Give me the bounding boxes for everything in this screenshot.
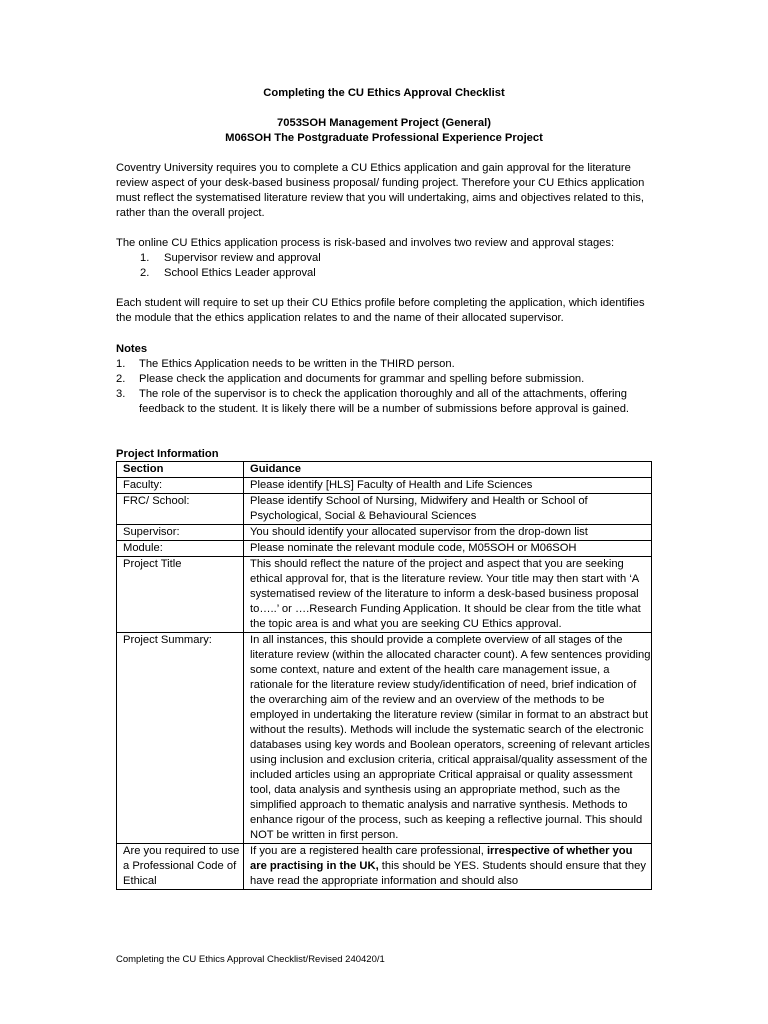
table-row	[117, 541, 652, 557]
table-row	[117, 633, 652, 844]
project-info-heading: Project Information	[116, 448, 219, 460]
module-line-2: M06SOH The Postgraduate Professional Experience Project	[225, 132, 543, 144]
profile-paragraph: Each student will require to set up their CU Ethics profile before completing the application, which identifies the module that the ethics application relates to and the name of their allocated supervisor.	[116, 297, 645, 324]
guidance-cell: Please nominate the relevant module code, M05SOH or M06SOH	[244, 541, 652, 557]
list-item: 1. Supervisor review and approval	[140, 252, 321, 264]
list-item: 1. The Ethics Application needs to be written in the THIRD person.	[116, 358, 455, 370]
section-cell: FRC/ School:	[117, 494, 244, 525]
guidance-cell: This should reflect the nature of the project and aspect that you are seeking ethical approval for, that is the literature review. Your title may then start with ‘A systematised review of the literature to inform a desk-based business proposal to…..’ or ….Research Funding Application. It should be clear from the title what the topic area is and what you are seeking CU Ethics approval.	[244, 557, 652, 633]
section-cell: Are you required to use a Professional Code of Ethical	[117, 844, 244, 890]
table-row	[117, 557, 652, 633]
column-header-guidance: Guidance	[244, 462, 652, 478]
section-cell: Project Title	[117, 557, 244, 633]
list-item: 3. The role of the supervisor is to check the application thoroughly and all of the attachments, offering feedback to the student. It is likely there will be a number of submissions before approval is gained.	[116, 388, 630, 415]
table-header-row	[117, 462, 652, 478]
list-item: 2. School Ethics Leader approval	[140, 267, 316, 279]
guidance-cell: Please identify [HLS] Faculty of Health and Life Sciences	[244, 478, 652, 494]
notes-list	[116, 357, 652, 417]
section-cell: Module:	[117, 541, 244, 557]
guidance-cell: In all instances, this should provide a complete overview of all stages of the literature review (within the allocated character count). A few sentences providing some context, nature and extent of the health care management issue, a rationale for the literature review study/identification of need, brief indication of the overarching aim of the review and an overview of the methods to be employed in undertaking the literature review (similar in format to an abstract but without the results). Methods will include the systematic search of the electronic databases using key words and Boolean operators, screening of relevant articles using inclusion and exclusion criteria, critical appraisal/quality assessment of the included articles using an appropriate Critical appraisal or quality assessment tool, data analysis and synthesis using an appropriate method, such as the simplified approach to thematic analysis and narrative synthesis. Methods to enhance rigour of the process, such as keeping a reflective journal. This should NOT be written in first person.	[244, 633, 652, 844]
guidance-cell: You should identify your allocated supervisor from the drop-down list	[244, 525, 652, 541]
document-title: Completing the CU Ethics Approval Checklist	[263, 87, 505, 99]
intro-paragraph: Coventry University requires you to complete a CU Ethics application and gain approval for the literature review aspect of your desk-based business proposal/ funding project. Therefore your CU Ethics application must reflect the systematised literature review that you will undertaking, aims and objectives related to this, rather than the overall project.	[116, 162, 645, 219]
process-paragraph: The online CU Ethics application process is risk-based and involves two review and approval stages:	[116, 237, 615, 249]
stages-list	[116, 251, 652, 281]
section-cell: Supervisor:	[117, 525, 244, 541]
module-line-1: 7053SOH Management Project (General)	[277, 117, 491, 129]
project-info-table	[116, 461, 652, 890]
table-row	[117, 478, 652, 494]
document-page	[116, 86, 652, 890]
table-row	[117, 525, 652, 541]
table-row	[117, 494, 652, 525]
guidance-cell: If you are a registered health care professional, irrespective of whether you are practising in the UK, this should be YES. Students should ensure that they have read the appropriate information and should also	[244, 844, 652, 890]
section-cell: Project Summary:	[117, 633, 244, 844]
table-row	[117, 844, 652, 890]
list-item: 2. Please check the application and documents for grammar and spelling before submission.	[116, 373, 585, 385]
notes-heading: Notes	[116, 343, 148, 355]
section-cell: Faculty:	[117, 478, 244, 494]
column-header-section: Section	[117, 462, 244, 478]
guidance-cell: Please identify School of Nursing, Midwifery and Health or School of Psychological, Social & Behavioural Sciences	[244, 494, 652, 525]
page-footer: Completing the CU Ethics Approval Checklist/Revised 240420/1	[116, 954, 385, 965]
